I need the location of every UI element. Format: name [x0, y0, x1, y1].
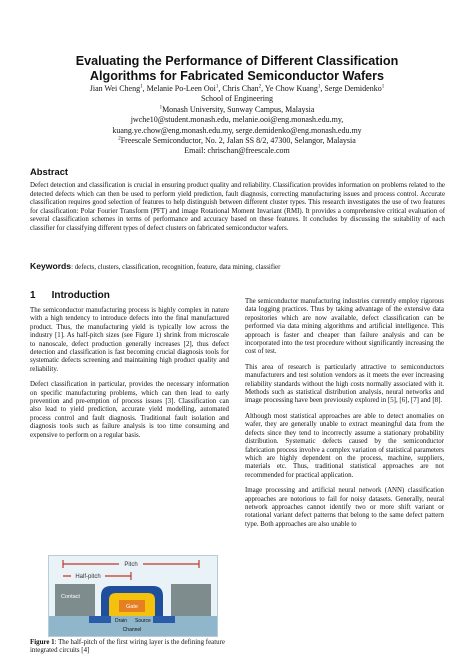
- right-column: [245, 298, 444, 536]
- keywords-label: Keywords: [30, 261, 72, 271]
- caption-text: : The half-pitch of the first wiring layer is the defining feature integrated circuits [4]: [30, 639, 225, 655]
- intro-paragraph-3: The semiconductor manufacturing industries currently employ rigorous data logging practices. Thus by taking advantage of the extensive data repositories which are now available, defect classification can be performed via data mining algorithms and artificial intelligence. This approach is faster and cheaper than failure analysis and can be incorporated into the test procedure without significantly increasing the cost of test.: [245, 298, 444, 356]
- author-emails-1: jwche10@student.monash.edu, melanie.ooi@eng.monash.edu.my,: [130, 115, 344, 125]
- title-line-2: Algorithms for Fabricated Semiconductor Wafers: [89, 68, 385, 83]
- title-line-1: Evaluating the Performance of Different Classification: [75, 54, 399, 68]
- intro-paragraph-5: Although most statistical approaches are able to detect anomalies on wafer, they are generally unable to extract meaningful data from the defects since they tend to incorrectly assume a stationary probability distribution. Systematic defects caused by the semiconductor fabrication process involve a complex variation of statistical parameters which are highly dependent on the process, machine, suppliers, materials etc. Thus, traditional statistical approaches are not recommended for practical application.: [245, 412, 444, 479]
- intro-paragraph-1: The semiconductor manufacturing process is highly complex in nature with a high tendency to introduce defects into the final manufactured product. Thus, the manufacturing yield is typically low across the industry [1]. As half-pitch sizes (see Figure 1) shrink from microscale to nanoscale, defect production generally increases [2], thus defect detection and classification is fast becoming crucial diagnosis tools for systematic defects screening and maintaining high product quality and reliability.: [30, 307, 229, 373]
- figure-1-caption: [30, 639, 229, 656]
- abstract-text: Defect detection and classification is crucial in ensuring product quality and reliability. Classification provides information on problems related to the detected defects which can then be used to perform yield prediction, fault diagnosis, correcting manufacturing issues and process control. Accurate classification requires good selection of features to help distinguish between different cluster types. This research investigates the use of two features for classification: Polar Fourier Transform (PFT) and image Rotational Moment Invariant (RMI). It provides a comprehensive critical evaluation of several classification schemes in terms of performance and accuracy based on these features. It concludes by discussing the suitability of each classifier for classifying different types of defect clusters on fabricated semiconductor wafers.: [30, 182, 445, 232]
- transistor-cross-section: [49, 556, 217, 636]
- gate-label: Gate: [126, 604, 138, 610]
- author-school: School of Engineering: [201, 94, 273, 104]
- figure-1-illustration: [48, 555, 218, 637]
- left-column: [30, 307, 229, 447]
- keywords-line: [30, 262, 445, 272]
- contact-block-left: [55, 584, 95, 616]
- introduction-heading: [30, 290, 110, 301]
- intro-paragraph-2: Defect classification in particular, provides the necessary information on specific manufacturing problems, which can then lead to early prevention and pre-emption of process issues [3]. Classification can also lead to yield prediction, accurate yield modelling, automated process control and fault diagnosis. Traditional fault isolation and diagnosis tools such as failure analysis is too time consuming and expensive to perform on a regular basis.: [30, 381, 229, 439]
- section-title: Introduction: [51, 290, 110, 301]
- keywords-text: : defects, clusters, classification, recognition, feature, data mining, classifier: [71, 264, 281, 271]
- pitch-label: Pitch: [124, 562, 138, 568]
- abstract-heading: Abstract: [30, 166, 69, 177]
- author-affiliation-1: $^1$Monash University, Sunway Campus, Malaysia: [159, 104, 315, 114]
- source-label: Source: [135, 618, 151, 624]
- author-emails-2: kuang.ye.chow@eng.monash.edu.my, serge.demidenko@eng.monash.edu.my: [112, 125, 362, 135]
- paper-title: [20, 54, 454, 83]
- contact-label: Contact: [61, 594, 80, 600]
- section-number: 1: [30, 290, 36, 301]
- author-email-3: Email: chrischan@freescale.com: [184, 146, 290, 156]
- drain-region: [89, 616, 111, 623]
- author-affiliation-2: $^2$Freescale Semiconductor, No. 2, Jalan SS 8/2, 47300, Selangor, Malaysia: [118, 136, 356, 146]
- drain-label: Drain: [115, 618, 127, 624]
- intro-paragraph-4: This area of research is particularly attractive to semiconductors manufacturers and test solution vendors as it meets the ever increasing reliability standards without the high costs normally associated with it. Methods such as statistical distribution analysis, neural networks and image processing have been previously explored in [5], [6], [7] and [8].: [245, 363, 444, 405]
- author-block: [20, 84, 454, 157]
- intro-paragraph-6: Image processing and artificial neural network (ANN) classification approaches are notorious to fail for noisy datasets. Generally, neural network approaches cannot identify two or more shift variant or rotational variant defect patterns that belong to the same defect pattern type. Both approaches are also unable to: [245, 487, 444, 528]
- contact-block-right: [171, 584, 211, 616]
- source-region: [153, 616, 175, 623]
- half-pitch-label: Half-pitch: [75, 574, 101, 580]
- channel-label: Channel: [122, 627, 142, 633]
- author-names: Jian Wei Cheng$^1$, Melanie Po-Leen Ooi$^1$, Chris Chan$^2$, Ye Chow Kuang$^1$, Serge Demidenko$^1$: [89, 84, 385, 93]
- caption-label: Figure 1: [30, 639, 55, 646]
- substrate: [49, 616, 217, 636]
